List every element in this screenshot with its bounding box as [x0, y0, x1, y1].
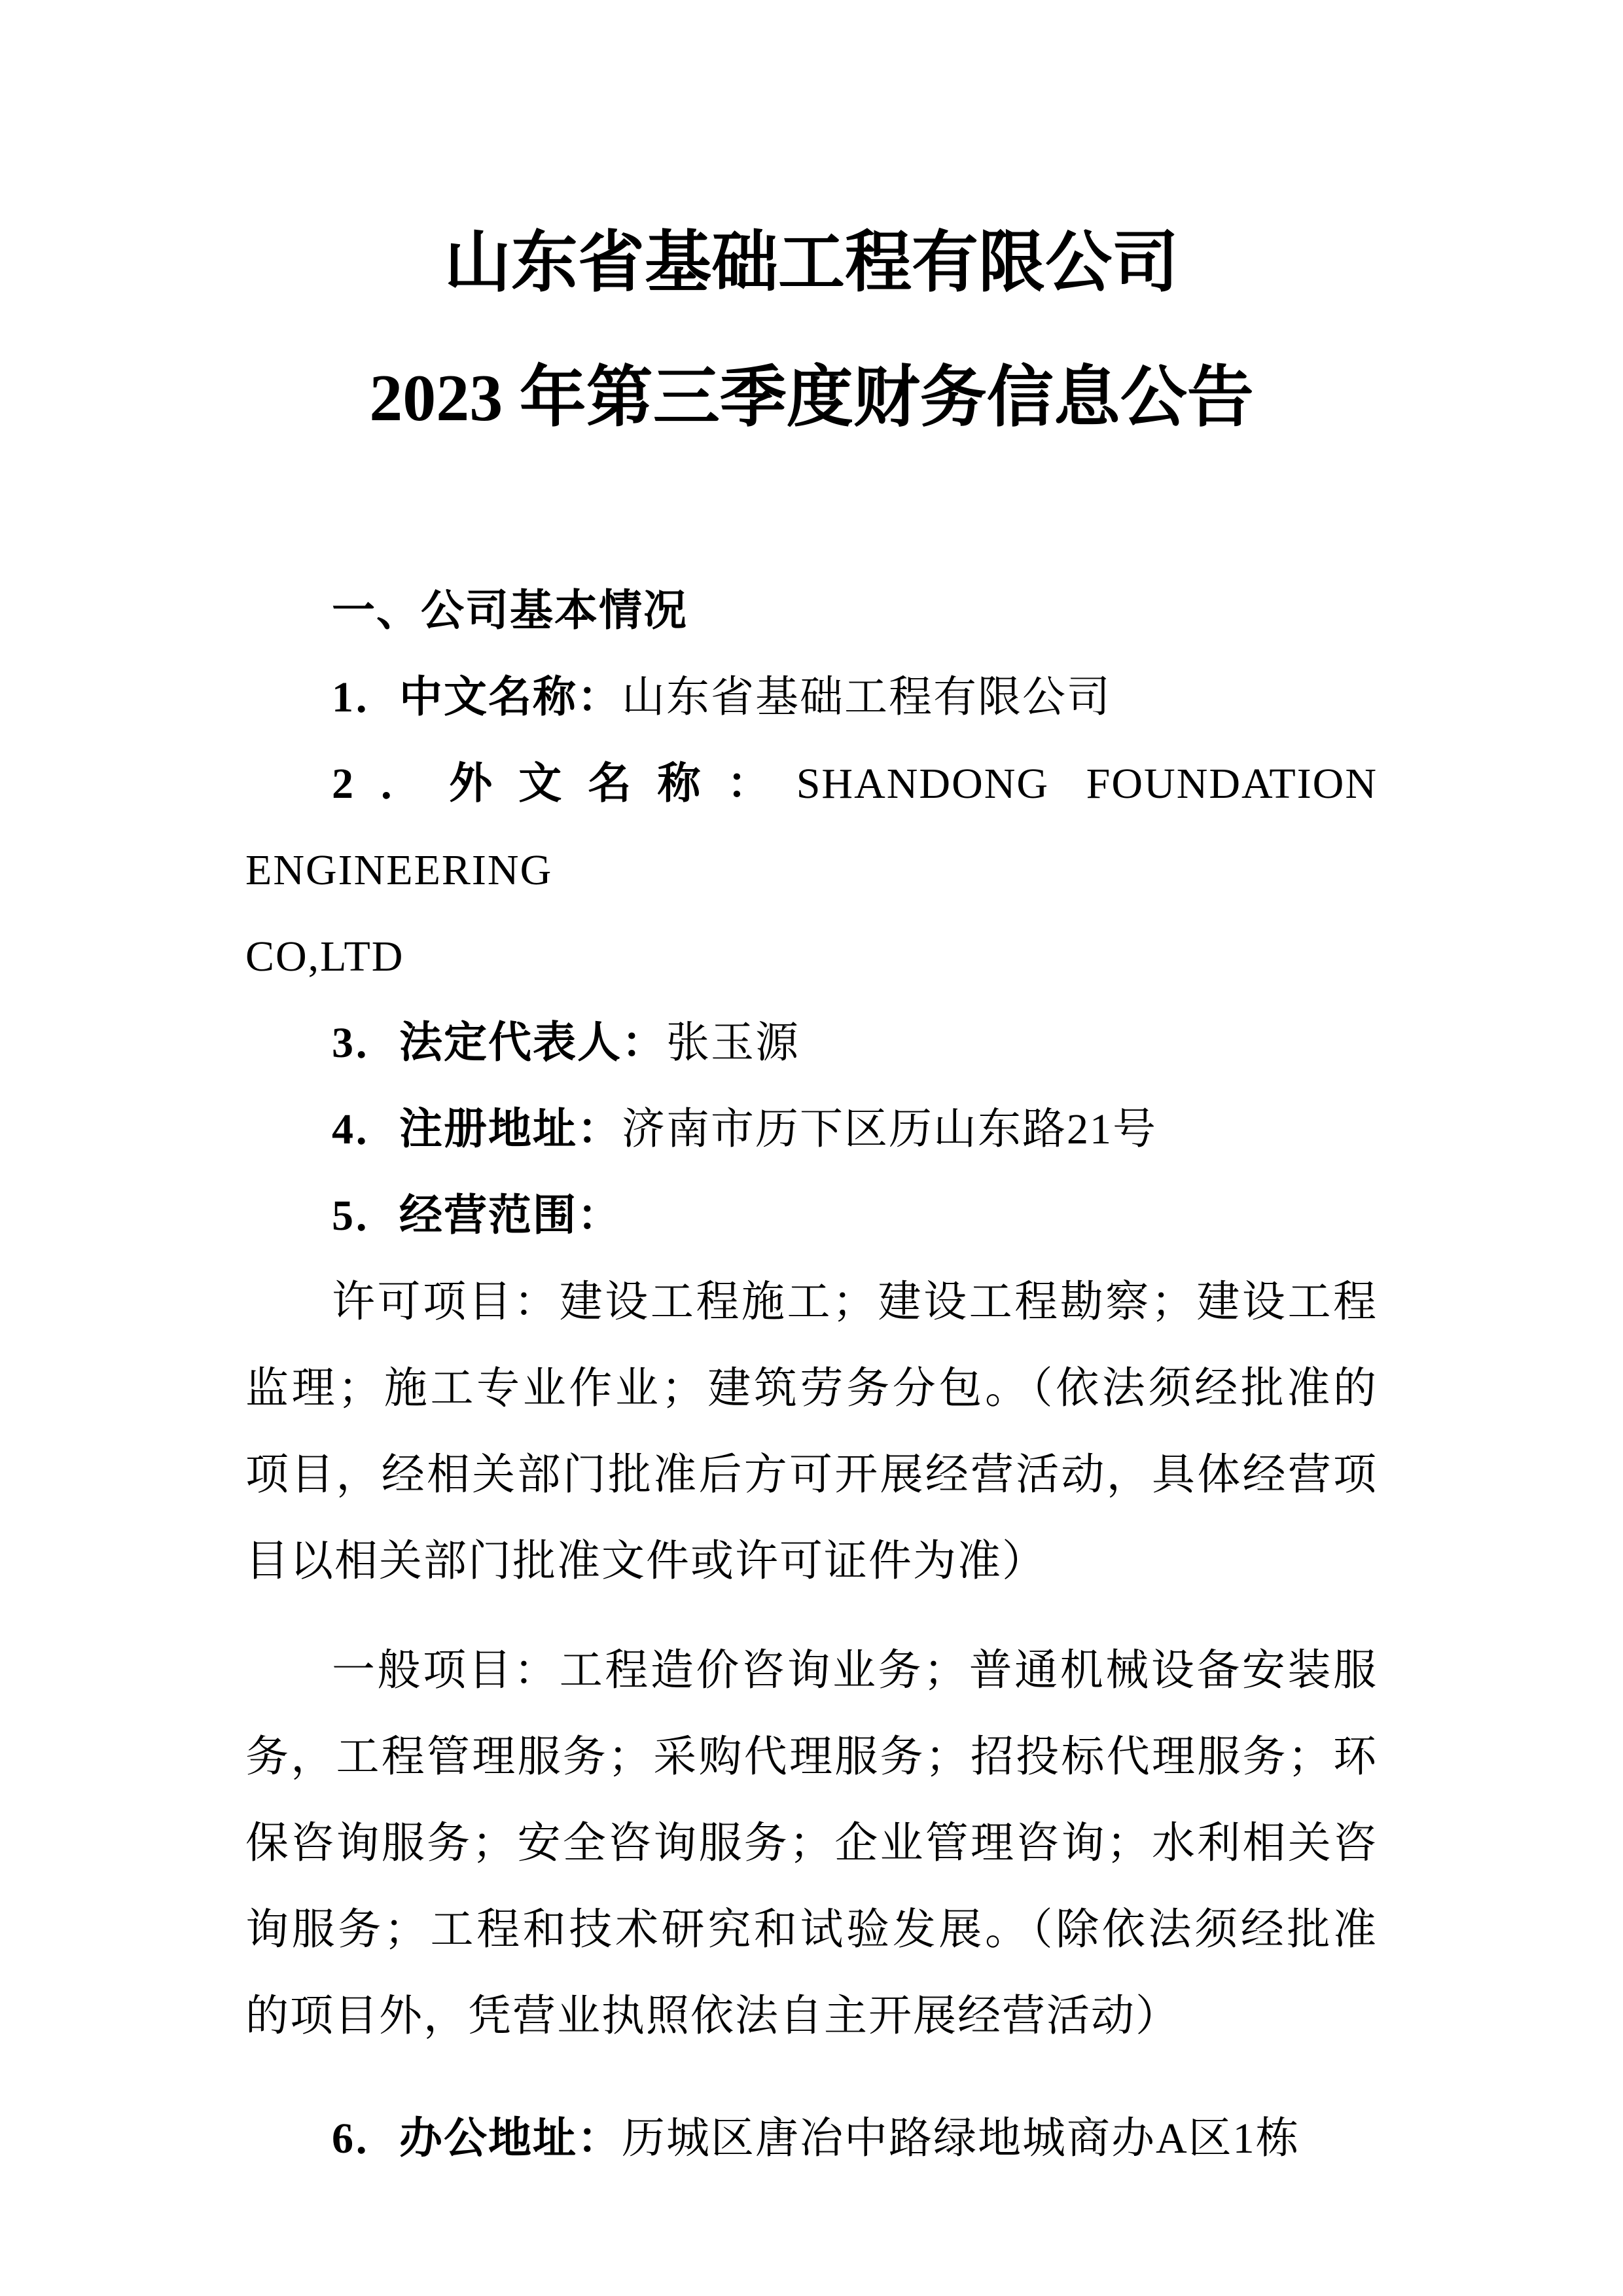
item-foreign-name — [245, 741, 1378, 914]
item-registered-address-value: 济南市历下区历山东路21号 — [622, 1105, 1157, 1153]
item-legal-representative-value: 张玉源 — [666, 1019, 800, 1067]
paragraph-line: 项目，经相关部门批准后方可开展经营活动，具体经营项 — [245, 1451, 1378, 1499]
document-title-line1: 山东省基础工程有限公司 — [444, 226, 1179, 300]
item-foreign-name-continued: CO,LTD — [245, 933, 404, 980]
paragraph-line: 保咨询服务；安全咨询服务；企业管理咨询；水利相关咨 — [245, 1820, 1378, 1867]
paragraph-line: 目以相关部门批准文件或许可证件为准） — [245, 1537, 1046, 1585]
paragraph-line: 一般项目：工程造价咨询业务；普通机械设备安装服 — [332, 1647, 1378, 1695]
item-office-address-value: 历城区唐冶中路绿地城商办A区1栋 — [622, 2115, 1300, 2162]
document-body — [245, 568, 1378, 2182]
item-chinese-name-value: 山东省基础工程有限公司 — [622, 673, 1111, 721]
item-business-scope-label: 5．经营范围： — [332, 1192, 622, 1240]
paragraph-line: 监理；施工专业作业；建筑劳务分包。（依法须经批准的 — [245, 1365, 1378, 1412]
item-business-scope — [245, 1173, 1378, 1259]
paragraph-licensed-projects — [245, 1259, 1378, 1605]
paragraph-line: 的项目外，凭营业执照依法自主开展经营活动） — [245, 1992, 1180, 2040]
item-registered-address — [245, 1086, 1378, 1173]
paragraph-line: 务，工程管理服务；采购代理服务；招投标代理服务；环 — [245, 1733, 1378, 1781]
item-foreign-name-label: 2．外文名称： — [332, 760, 796, 808]
paragraph-line: 许可项目：建设工程施工；建设工程勘察；建设工程 — [332, 1278, 1378, 1326]
section-heading: 一、公司基本情况 — [332, 587, 688, 635]
item-office-address-label: 6．办公地址： — [332, 2115, 622, 2162]
item-legal-representative-label: 3．法定代表人： — [332, 1019, 666, 1067]
document-title-line2: 2023 年第三季度财务信息公告 — [369, 361, 1254, 435]
item-legal-representative — [245, 1000, 1378, 1086]
item-registered-address-label: 4．注册地址： — [332, 1105, 622, 1153]
item-foreign-name-value: SHANDONG FOUNDATION ENGINEERING — [245, 760, 1378, 894]
item-chinese-name-label: 1．中文名称： — [332, 673, 622, 721]
item-chinese-name — [245, 655, 1378, 741]
item-office-address — [245, 2096, 1378, 2182]
paragraph-line: 询服务；工程和技术研究和试验发展。（除依法须经批准 — [245, 1906, 1378, 1954]
paragraph-general-projects — [245, 1628, 1378, 2060]
